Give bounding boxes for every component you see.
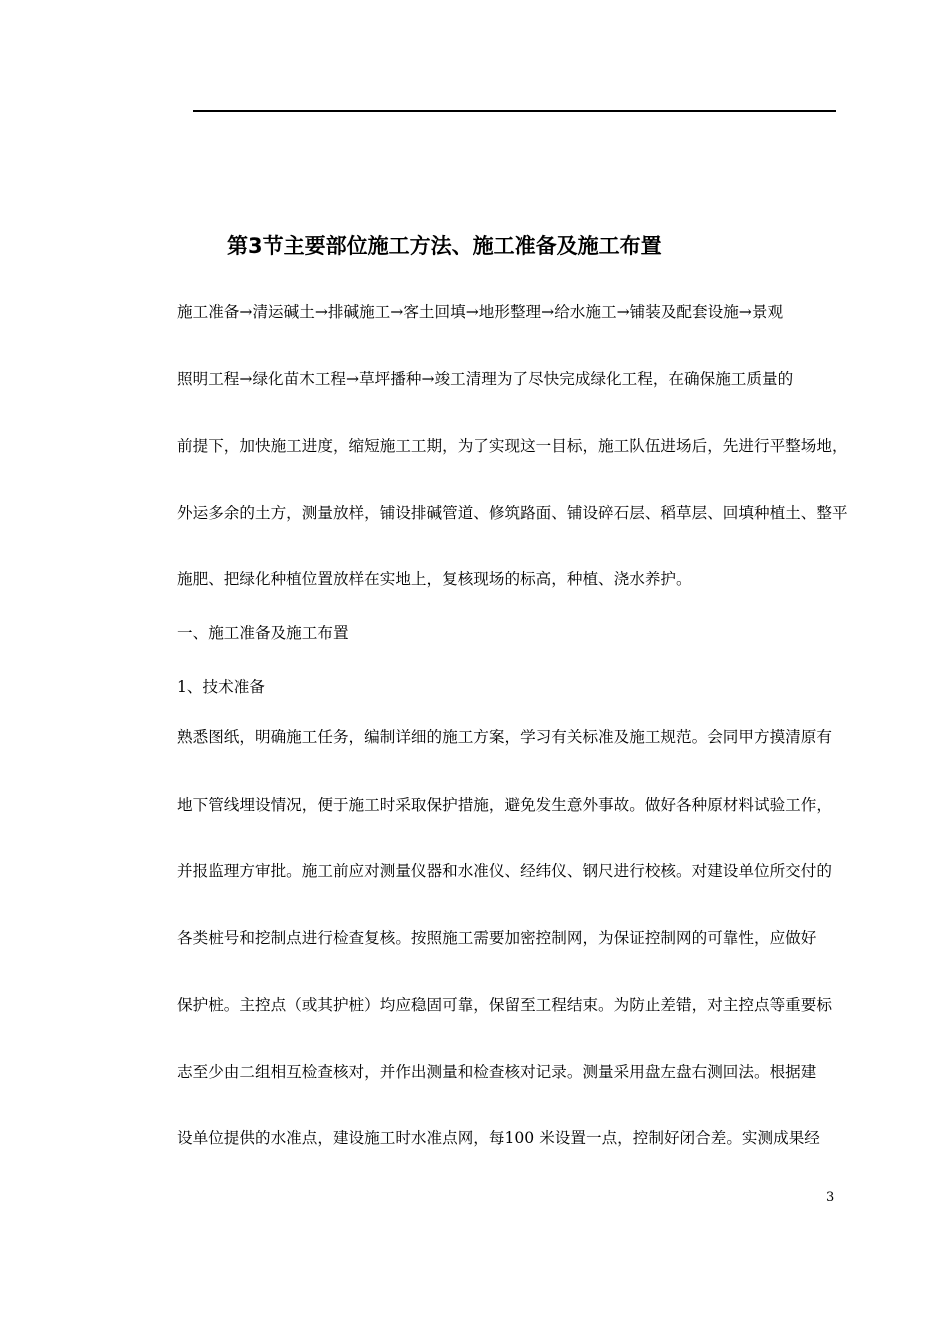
paragraph-2-line-2: 地下管线埋设情况，便于施工时采取保护措施，避免发生意外事故。做好各种原材料试验工作， <box>177 796 832 814</box>
paragraph-1-line-2: 照明工程→绿化苗木工程→草坪播种→竣工清理为了尽快完成绿化工程，在确保施工质量的 <box>177 370 794 388</box>
page-number: 3 <box>826 1190 835 1205</box>
header-rule <box>193 110 836 112</box>
paragraph-1-line-4: 外运多余的土方，测量放样，铺设排碱管道、修筑路面、铺设碎石层、稻草层、回填种植土、整平 <box>177 504 848 522</box>
section-title: 第3节主要部位施工方法、施工准备及施工布置 <box>227 234 662 258</box>
paragraph-2-line-6: 志至少由二组相互检查核对，并作出测量和检查核对记录。测量采用盘左盘右测回法。根据建 <box>177 1063 817 1081</box>
paragraph-2-line-1: 熟悉图纸，明确施工任务，编制详细的施工方案，学习有关标准及施工规范。会同甲方摸清原有 <box>177 728 832 746</box>
paragraph-2-line-7: 设单位提供的水准点，建设施工时水准点网，每100 米设置一点，控制好闭合差。实测成果经 <box>177 1129 820 1147</box>
paragraph-1-line-5: 施肥、把绿化种植位置放样在实地上，复核现场的标高，种植、浇水养护。 <box>177 570 692 588</box>
paragraph-1-line-1: 施工准备→清运碱土→排碱施工→客土回填→地形整理→给水施工→铺装及配套设施→景观 <box>177 303 784 321</box>
paragraph-2-line-4: 各类桩号和挖制点进行检查复核。按照施工需要加密控制网，为保证控制网的可靠性，应做好 <box>177 929 817 947</box>
paragraph-2-line-3: 并报监理方审批。施工前应对测量仪器和水准仪、经纬仪、钢尺进行校核。对建设单位所交付的 <box>177 862 832 880</box>
paragraph-2-line-5: 保护桩。主控点（或其护桩）均应稳固可靠，保留至工程结束。为防止差错，对主控点等重要标 <box>177 996 832 1014</box>
heading-construction-prep: 一、施工准备及施工布置 <box>177 624 349 642</box>
heading-technical-prep: 1、技术准备 <box>177 678 265 696</box>
paragraph-1-line-3: 前提下，加快施工进度，缩短施工工期，为了实现这一目标，施工队伍进场后，先进行平整场地， <box>177 437 848 455</box>
